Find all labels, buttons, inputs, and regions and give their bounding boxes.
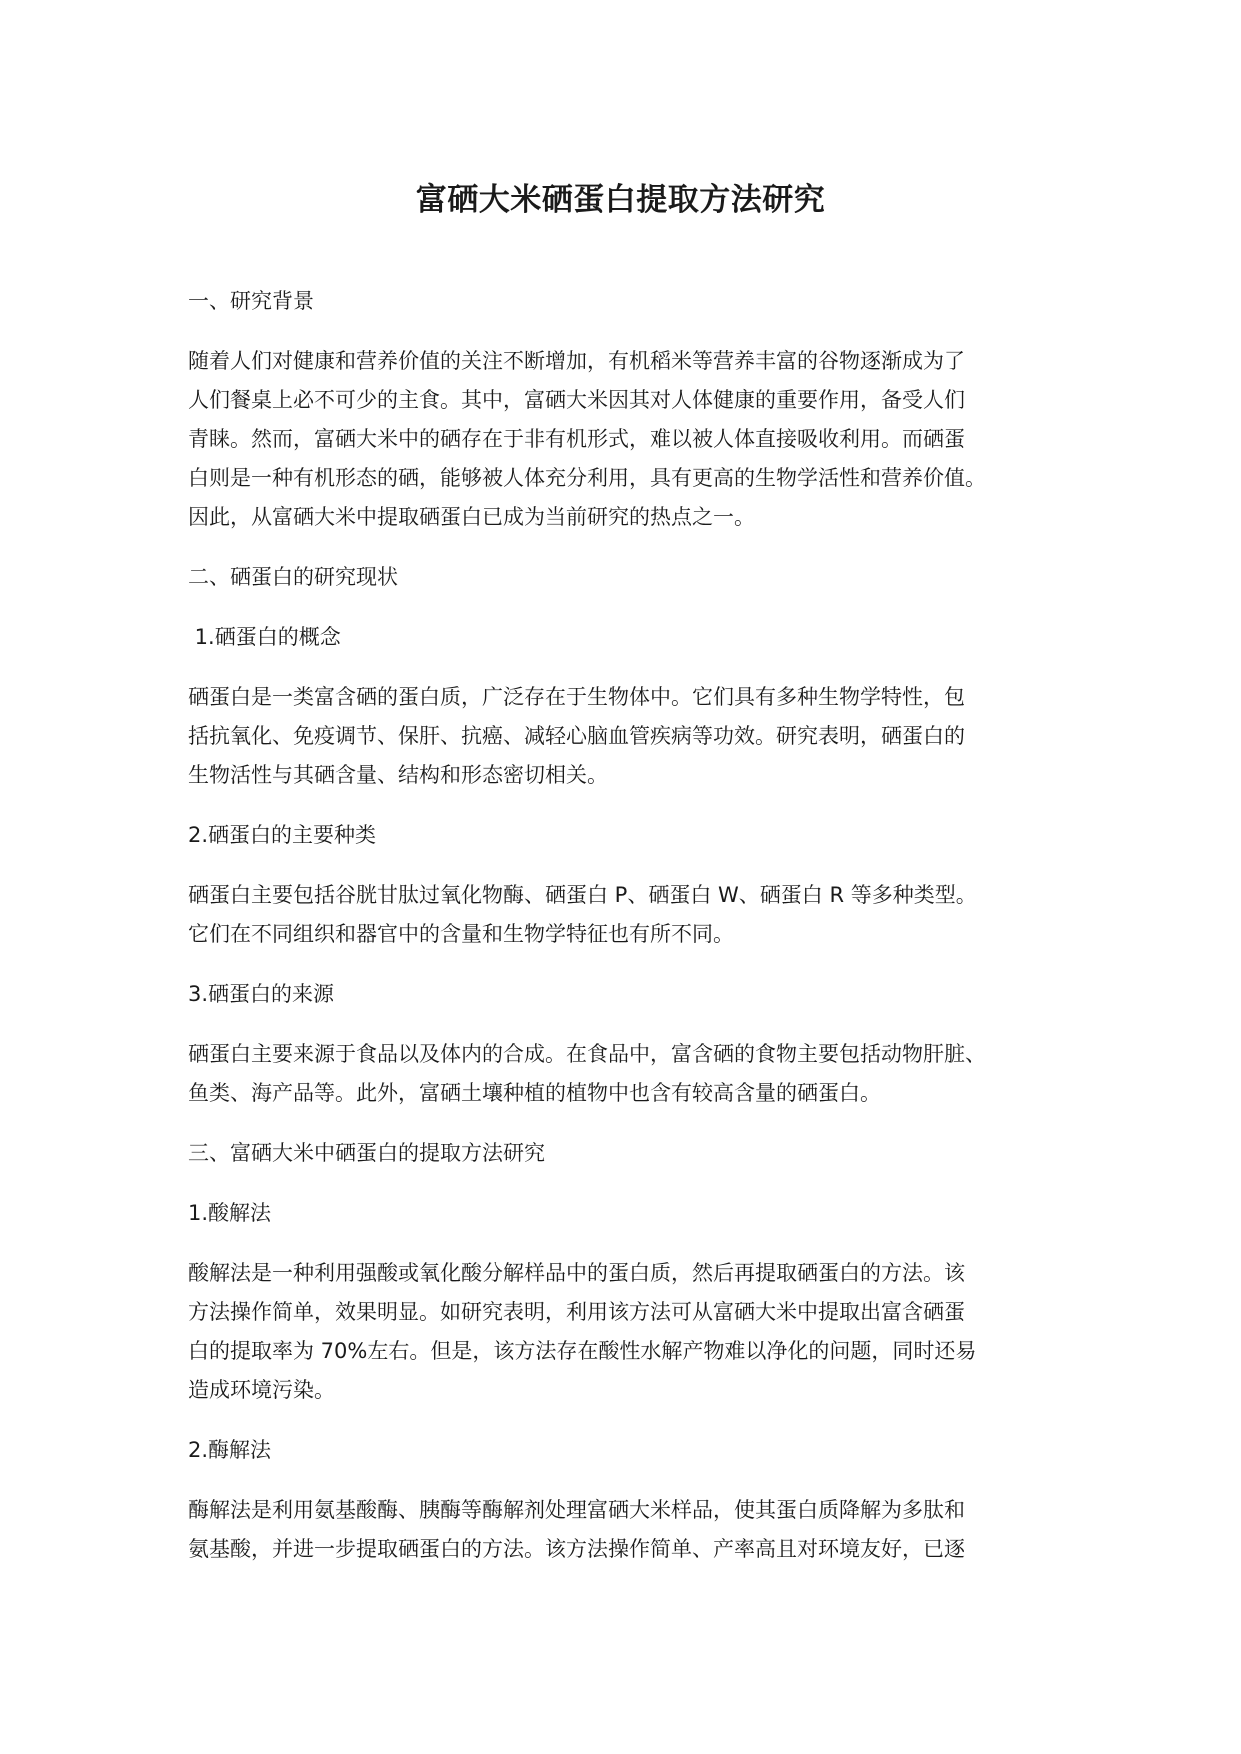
- text-line: 它们在不同组织和器官中的含量和生物学特征也有所不同。: [188, 922, 734, 946]
- paragraph-acid: [188, 1254, 1068, 1410]
- subsection-heading-enzyme: 2.酶解法: [188, 1438, 272, 1462]
- paragraph-sources: [188, 1035, 1068, 1113]
- text-line: 随着人们对健康和营养价值的关注不断增加，有机稻米等营养丰富的谷物逐渐成为了: [188, 349, 965, 373]
- paragraph-types: [188, 876, 1068, 954]
- paragraph-enzyme: [188, 1491, 1068, 1569]
- text-line: 人们餐桌上必不可少的主食。其中，富硒大米因其对人体健康的重要作用，备受人们: [188, 388, 965, 412]
- paragraph-concept: [188, 678, 1068, 795]
- text-line: 白的提取率为 70%左右。但是，该方法存在酸性水解产物难以净化的问题，同时还易: [188, 1339, 977, 1363]
- subsection-heading-acid: 1.酸解法: [188, 1201, 272, 1225]
- document-title: 富硒大米硒蛋白提取方法研究: [415, 182, 826, 218]
- text-line: 硒蛋白主要包括谷胱甘肽过氧化物酶、硒蛋白 P、硒蛋白 W、硒蛋白 R 等多种类型。: [188, 883, 977, 907]
- text-line: 青睐。然而，富硒大米中的硒存在于非有机形式，难以被人体直接吸收利用。而硒蛋: [188, 427, 965, 451]
- paragraph-background: [188, 342, 1068, 537]
- text-line: 酸解法是一种利用强酸或氧化酸分解样品中的蛋白质，然后再提取硒蛋白的方法。该: [188, 1261, 965, 1285]
- section-heading-status: 二、硒蛋白的研究现状: [188, 565, 398, 589]
- text-line: 括抗氧化、免疫调节、保肝、抗癌、减轻心脑血管疾病等功效。研究表明，硒蛋白的: [188, 724, 965, 748]
- text-line: 造成环境污染。: [188, 1378, 335, 1402]
- text-line: 因此，从富硒大米中提取硒蛋白已成为当前研究的热点之一。: [188, 505, 755, 529]
- subsection-heading-sources: 3.硒蛋白的来源: [188, 982, 335, 1006]
- text-line: 生物活性与其硒含量、结构和形态密切相关。: [188, 763, 608, 787]
- text-line: 硒蛋白主要来源于食品以及体内的合成。在食品中，富含硒的食物主要包括动物肝脏、: [188, 1042, 986, 1066]
- text-line: 氨基酸，并进一步提取硒蛋白的方法。该方法操作简单、产率高且对环境友好，已逐: [188, 1537, 965, 1561]
- section-heading-background: 一、研究背景: [188, 289, 314, 313]
- subsection-heading-concept: 1.硒蛋白的概念: [188, 625, 341, 649]
- text-line: 硒蛋白是一类富含硒的蛋白质，广泛存在于生物体中。它们具有多种生物学特性，包: [188, 685, 965, 709]
- text-line: 酶解法是利用氨基酸酶、胰酶等酶解剂处理富硒大米样品，使其蛋白质降解为多肽和: [188, 1498, 965, 1522]
- subsection-heading-types: 2.硒蛋白的主要种类: [188, 823, 377, 847]
- section-heading-methods: 三、富硒大米中硒蛋白的提取方法研究: [188, 1141, 545, 1165]
- text-line: 白则是一种有机形态的硒，能够被人体充分利用，具有更高的生物学活性和营养价值。: [188, 466, 986, 490]
- document-body: [188, 282, 1068, 1590]
- text-line: 方法操作简单，效果明显。如研究表明，利用该方法可从富硒大米中提取出富含硒蛋: [188, 1300, 965, 1324]
- text-line: 鱼类、海产品等。此外，富硒土壤种植的植物中也含有较高含量的硒蛋白。: [188, 1081, 881, 1105]
